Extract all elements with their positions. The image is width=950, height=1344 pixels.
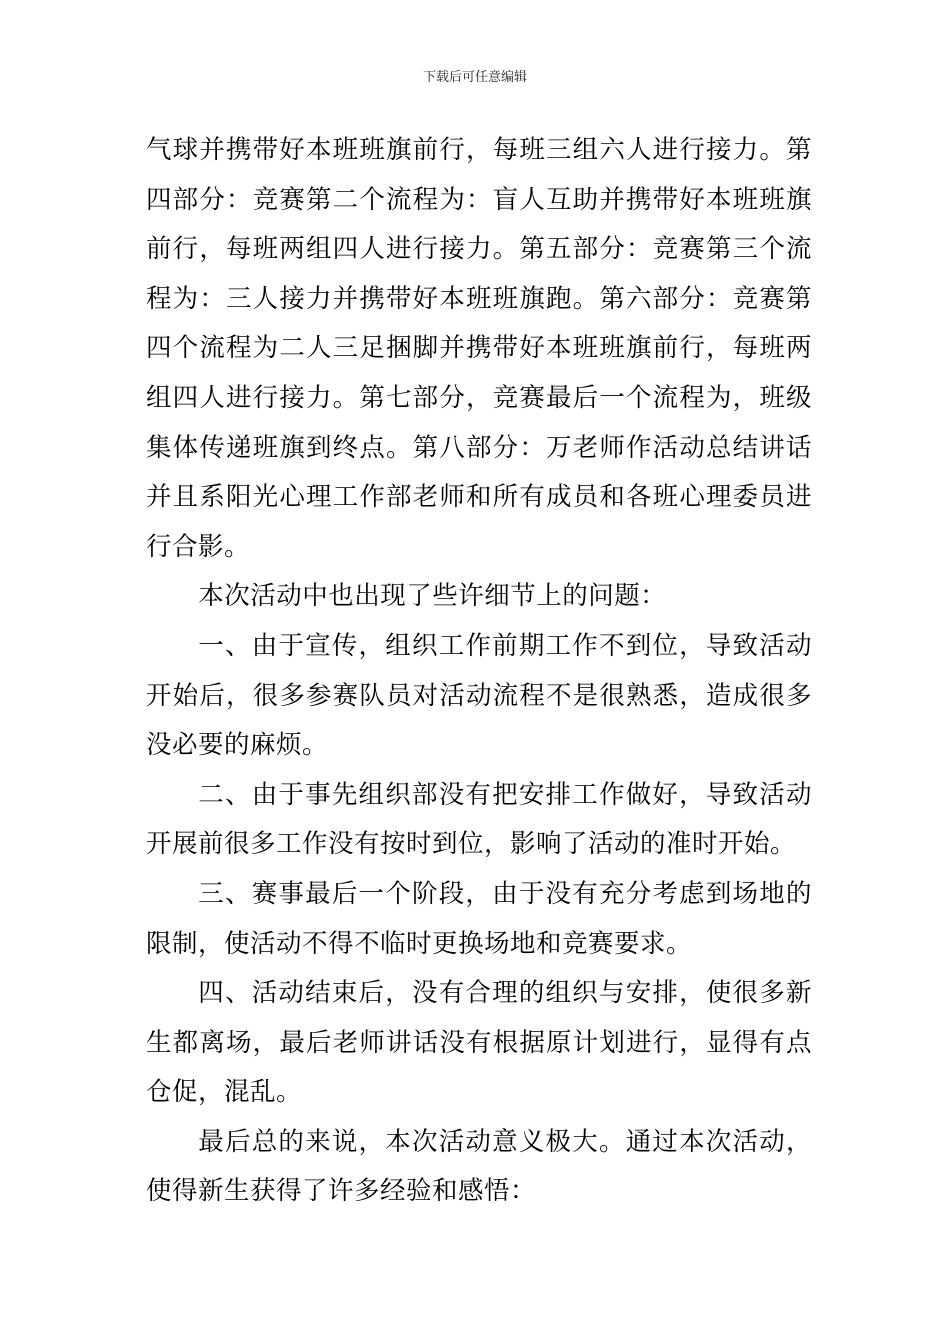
paragraph-problem-3: 三、赛事最后一个阶段，由于没有充分考虑到场地的限制，使活动不得不临时更换场地和竞赛要求。: [146, 878, 812, 959]
paragraph-problem-2: 二、由于事先组织部没有把安排工作做好，导致活动开展前很多工作没有按时到位，影响了活动的准时开始。: [146, 779, 812, 860]
paragraph-conclusion: 最后总的来说，本次活动意义极大。通过本次活动，使得新生获得了许多经验和感悟：: [146, 1126, 812, 1207]
document-body: [146, 126, 812, 1217]
paragraph-problem-4: 四、活动结束后，没有合理的组织与安排，使很多新生都离场，最后老师讲话没有根据原计划进行，显得有点仓促，混乱。: [146, 978, 812, 1108]
page-header: 下载后可任意编辑: [422, 70, 527, 85]
paragraph-problem-1: 一、由于宣传，组织工作前期工作不到位，导致活动开始后，很多参赛队员对活动流程不是很熟悉，造成很多没必要的麻烦。: [146, 630, 812, 761]
paragraph-problems-intro: 本次活动中也出现了些许细节上的问题：: [198, 581, 667, 612]
paragraph-competition-flow: 气球并携带好本班班旗前行，每班三组六人进行接力。第四部分：竞赛第二个流程为：盲人互助并携带好本班班旗前行，每班两组四人进行接力。第五部分：竞赛第三个流程为：三人接力并携带好本班班旗跑。第六部分：竞赛第四个流程为二人三足捆脚并携带好本班班旗前行，每班两组四人进行接力。第七部分，竞赛最后一个流程为，班级集体传递班旗到终点。第八部分：万老师作活动总结讲话并且系阳光心理工作部老师和所有成员和各班心理委员进行合影。: [146, 135, 812, 562]
